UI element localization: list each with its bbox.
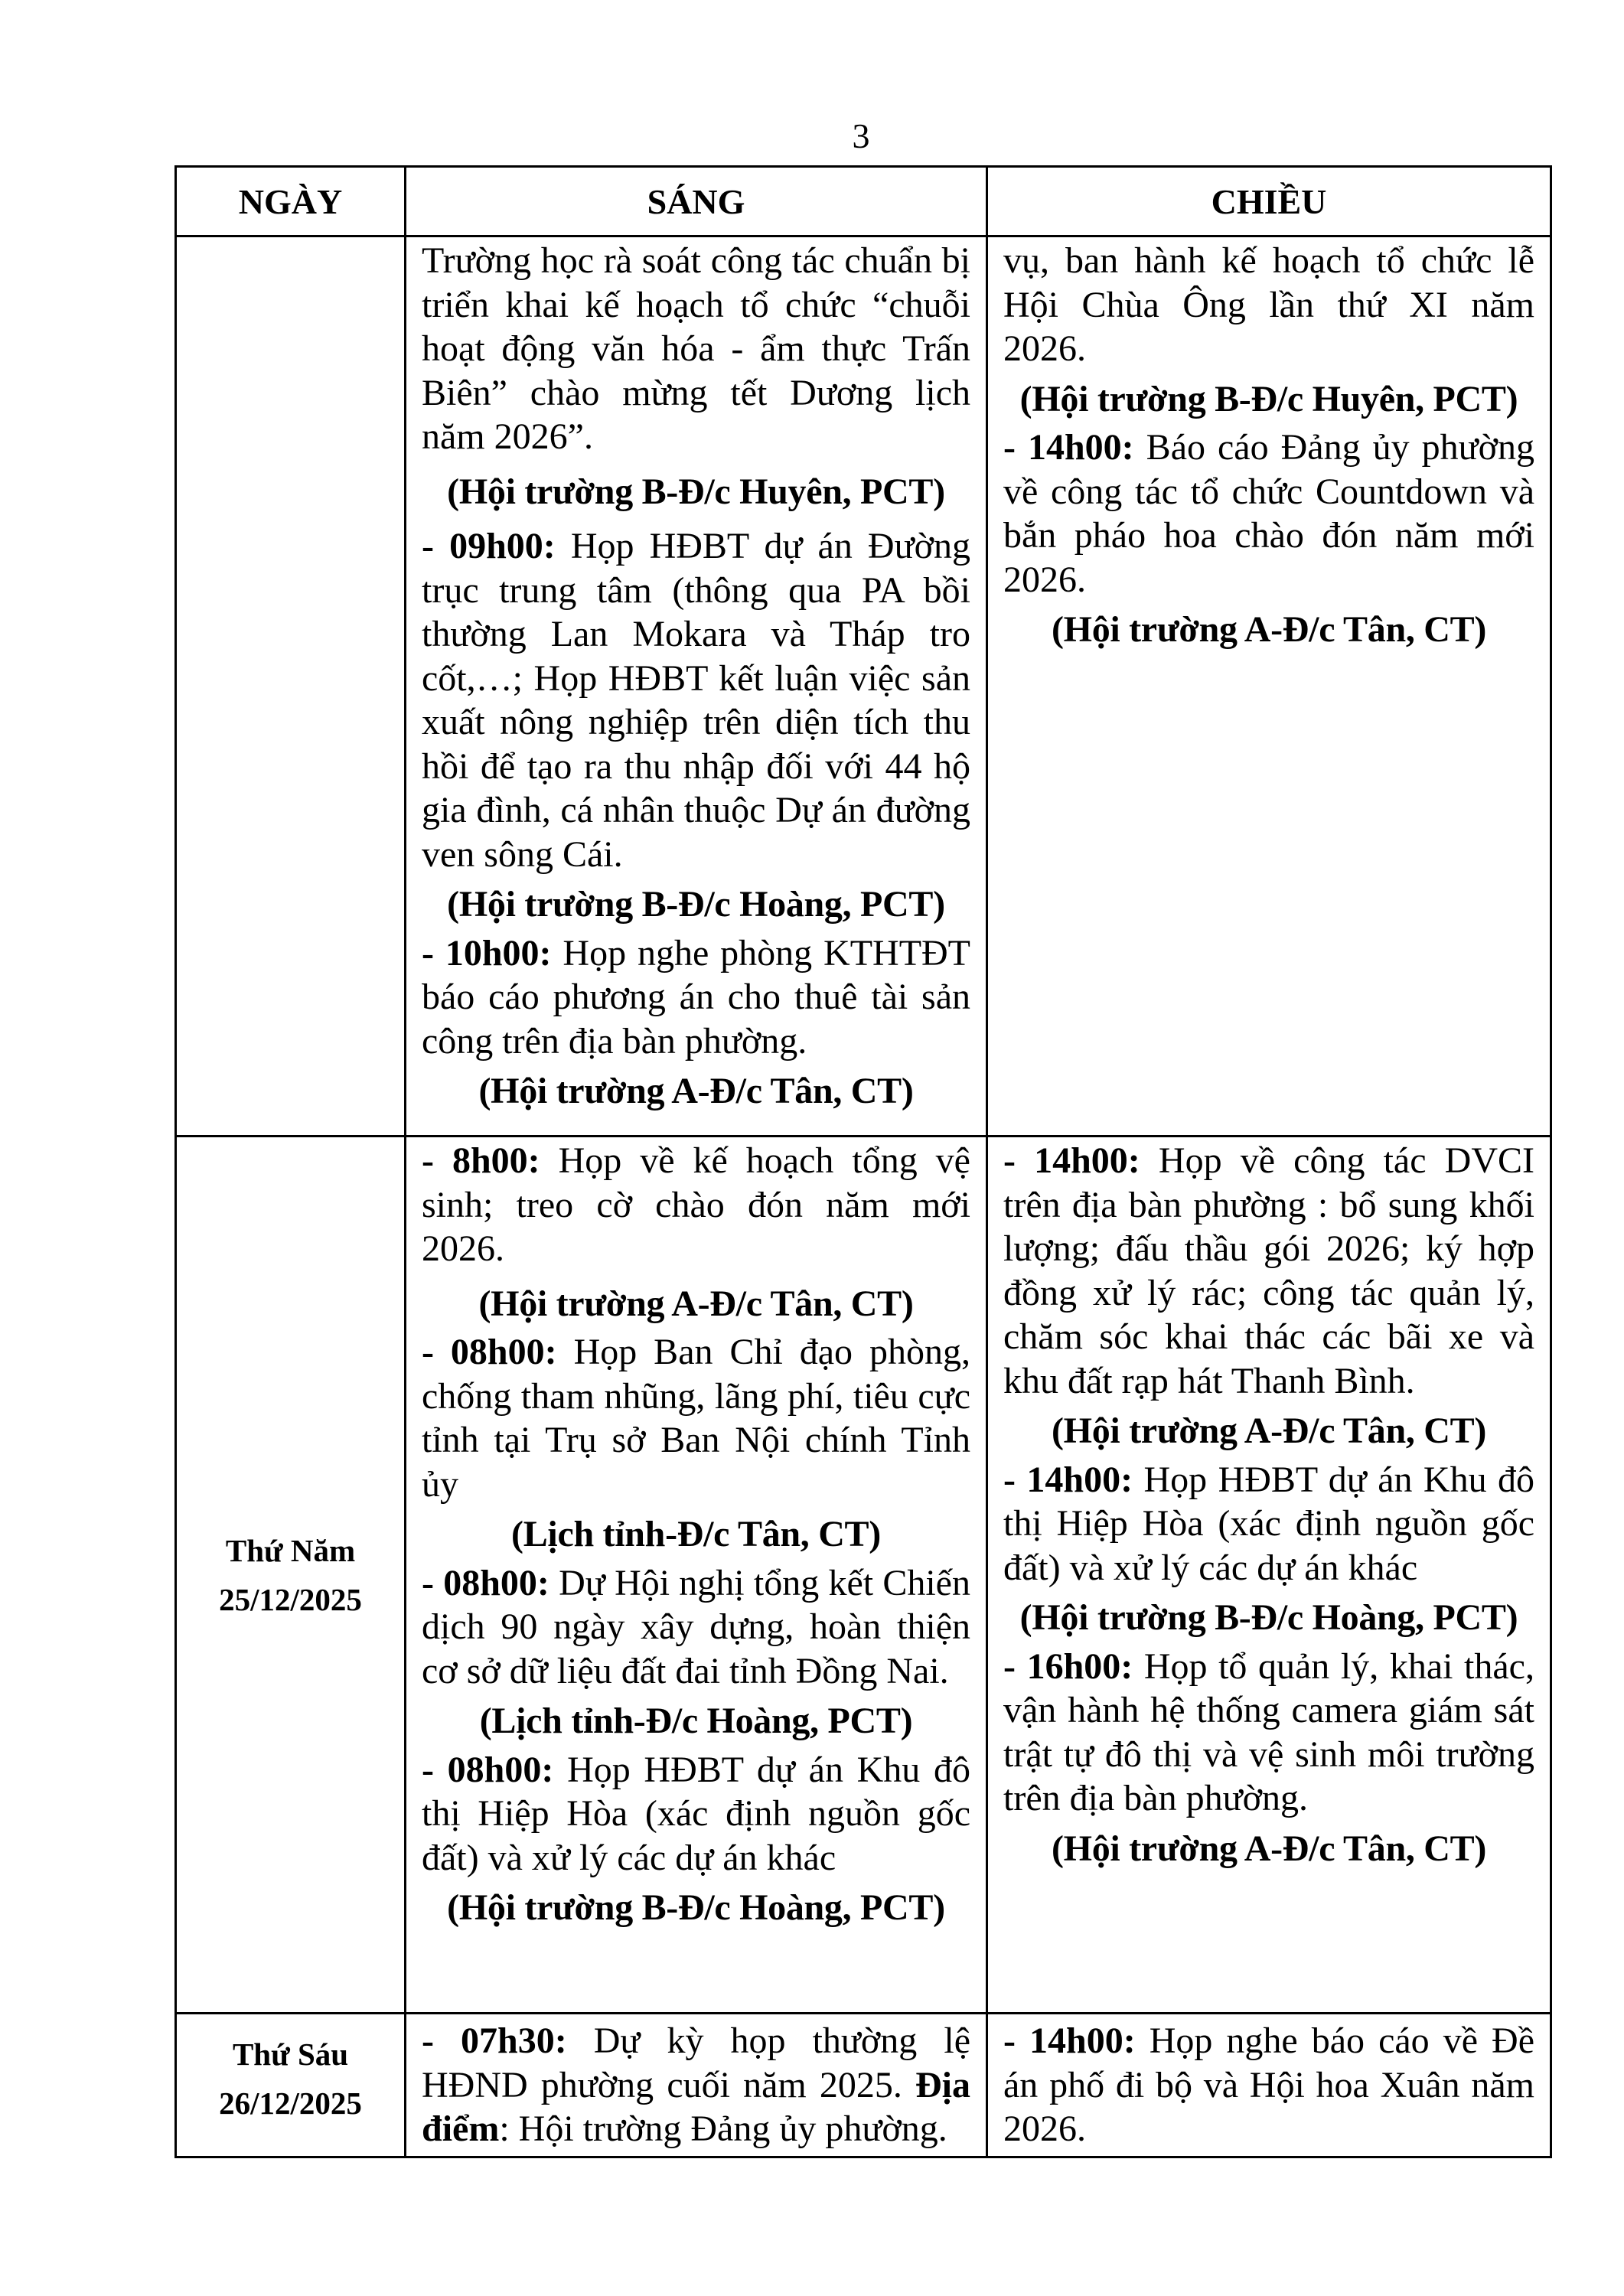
table-row [176,2014,1551,2157]
entry-text: Họp tổ quản lý, khai thác, vận hành hệ thống camera giám sát trật tự đô thị và vệ sinh môi trường trên địa bàn phường. [1003,1645,1534,1818]
page-number: 3 [852,116,870,155]
entry-text: Họp HĐBT dự án Khu đô thị Hiệp Hòa (xác định nguồn gốc đất) và xử lý các dự án khác [1003,1459,1534,1588]
entry-text: Dự kỳ họp thường lệ HĐND phường cuối năm 2025. [422,2020,970,2105]
day-name: Thứ Năm [225,1532,356,1568]
table-row [176,1137,1551,2014]
header-day: NGÀY [176,167,406,236]
entry-time: - 08h00: [422,1332,557,1372]
header-afternoon: CHIỀU [987,167,1551,236]
entry-bold-label: Địa điểm [422,2064,970,2149]
entry [422,1330,970,1506]
entry-time: - 14h00: [1003,1459,1133,1500]
entry-text-after: : Hội trường Đảng ủy phường. [499,2108,947,2149]
entry [422,1139,970,1271]
entry [1003,426,1534,602]
day-cell [176,236,406,1137]
entry-location: (Lịch tỉnh-Đ/c Hoàng, PCT) [479,1701,913,1741]
entry-time: - 16h00: [1003,1645,1133,1687]
entry-text: Dự Hội nghị tổng kết Chiến dịch 90 ngày xây dựng, hoàn thiện cơ sở dữ liệu đất đai tỉnh Đồng Nai. [422,1562,970,1691]
entry [422,1561,970,1694]
entry-text: Báo cáo Đảng ủy phường về công tác tổ chức Countdown và bắn pháo hoa chào đón năm mới 2026. [1003,427,1534,600]
entry [1003,1139,1534,1403]
entry [1003,1458,1534,1590]
entry-location: (Hội trường A-Đ/c Tân, CT) [478,1071,914,1111]
entry-time: - 08h00: [422,1562,549,1603]
entry-time: - 14h00: [1003,427,1134,468]
afternoon-cell [987,236,1551,1137]
morning-cell [406,1137,987,2014]
entry-text: Họp nghe phòng KTHTĐT báo cáo phương án cho thuê tài sản công trên địa bàn phường. [422,932,970,1062]
day-cell [176,2014,406,2157]
entry-time: - 14h00: [1003,1140,1140,1181]
entry-location: (Hội trường A-Đ/c Tân, CT) [478,1283,914,1324]
entry-time: - 08h00: [422,1749,554,1790]
day-date: 25/12/2025 [219,1581,362,1617]
table-header-row [176,167,1551,236]
entry-text: vụ, ban hành kế hoạch tổ chức lễ Hội Chùa Ông lần thứ XI năm 2026. [1003,240,1534,369]
afternoon-cell [987,2014,1551,2157]
entry-location: (Hội trường B-Đ/c Hoàng, PCT) [447,884,945,925]
entry-time: - 10h00: [422,932,552,974]
entry-text: Trường học rà soát công tác chuẩn bị triển khai kế hoạch tổ chức “chuỗi hoạt động văn hóa - ẩm thực Trấn Biên” chào mừng tết Dương lịch năm 2026”. [422,240,970,457]
day-cell [176,1137,406,2014]
day-date: 26/12/2025 [219,2085,362,2121]
entry-location: (Hội trường A-Đ/c Tân, CT) [1051,1828,1487,1869]
morning-cell [406,2014,987,2157]
entry-text: Họp HĐBT dự án Khu đô thị Hiệp Hòa (xác định nguồn gốc đất) và xử lý các dự án khác [422,1749,970,1878]
day-name: Thứ Sáu [232,2036,349,2072]
afternoon-cell [987,1137,1551,2014]
entry-time: - 09h00: [422,526,556,566]
entry [1003,2019,1534,2151]
morning-cell [406,236,987,1137]
entry [1003,1645,1534,1821]
header-morning: SÁNG [406,167,987,236]
entry [422,524,970,876]
entry-text: Họp về kế hoạch tổng vệ sinh; treo cờ chào đón năm mới 2026. [422,1140,970,1269]
entry-time: - 8h00: [422,1140,540,1181]
entry-text: Họp nghe báo cáo về Đề án phố đi bộ và Hội hoa Xuân năm 2026. [1003,2020,1535,2149]
entry-location: (Hội trường A-Đ/c Tân, CT) [1051,1411,1487,1451]
entry-text: Họp HĐBT dự án Đường trục trung tâm (thông qua PA bồi thường Lan Mokara và Tháp tro cốt,…; Họp HĐBT kết luận việc sản xuất nông nghiệp trên diện tích thu hồi để tạo ra thu nhập đối với 44 hộ gia đình, cá nhân thuộc Dự án đường ven sông Cái. [422,526,970,875]
entry-text: Họp về công tác DVCI trên địa bàn phường : bổ sung khối lượng; đấu thầu gói 2026; ký hợp đồng xử lý rác; công tác quản lý, chăm sóc khai thác các bãi xe và khu đất rạp hát Thanh Bình. [1003,1140,1534,1401]
entry [422,1748,970,1880]
entry-text: Họp Ban Chỉ đạo phòng, chống tham nhũng, lãng phí, tiêu cực tỉnh tại Trụ sở Ban Nội chính Tỉnh ủy [422,1332,971,1505]
entry-location: (Hội trường B-Đ/c Hoàng, PCT) [447,1887,945,1928]
entry [422,2019,970,2151]
entry-time: - 07h30: [422,2020,567,2061]
entry-location: (Lịch tỉnh-Đ/c Tân, CT) [511,1514,881,1554]
entry-location: (Hội trường B-Đ/c Huyên, PCT) [1019,378,1518,419]
entry-location: (Hội trường B-Đ/c Hoàng, PCT) [1019,1597,1518,1638]
entry [422,931,970,1064]
entry-location: (Hội trường A-Đ/c Tân, CT) [1051,609,1487,650]
schedule-table [174,165,1552,2158]
table-row [176,236,1551,1137]
entry-time: - 14h00: [1003,2020,1136,2061]
entry-location: (Hội trường B-Đ/c Huyên, PCT) [447,471,945,512]
